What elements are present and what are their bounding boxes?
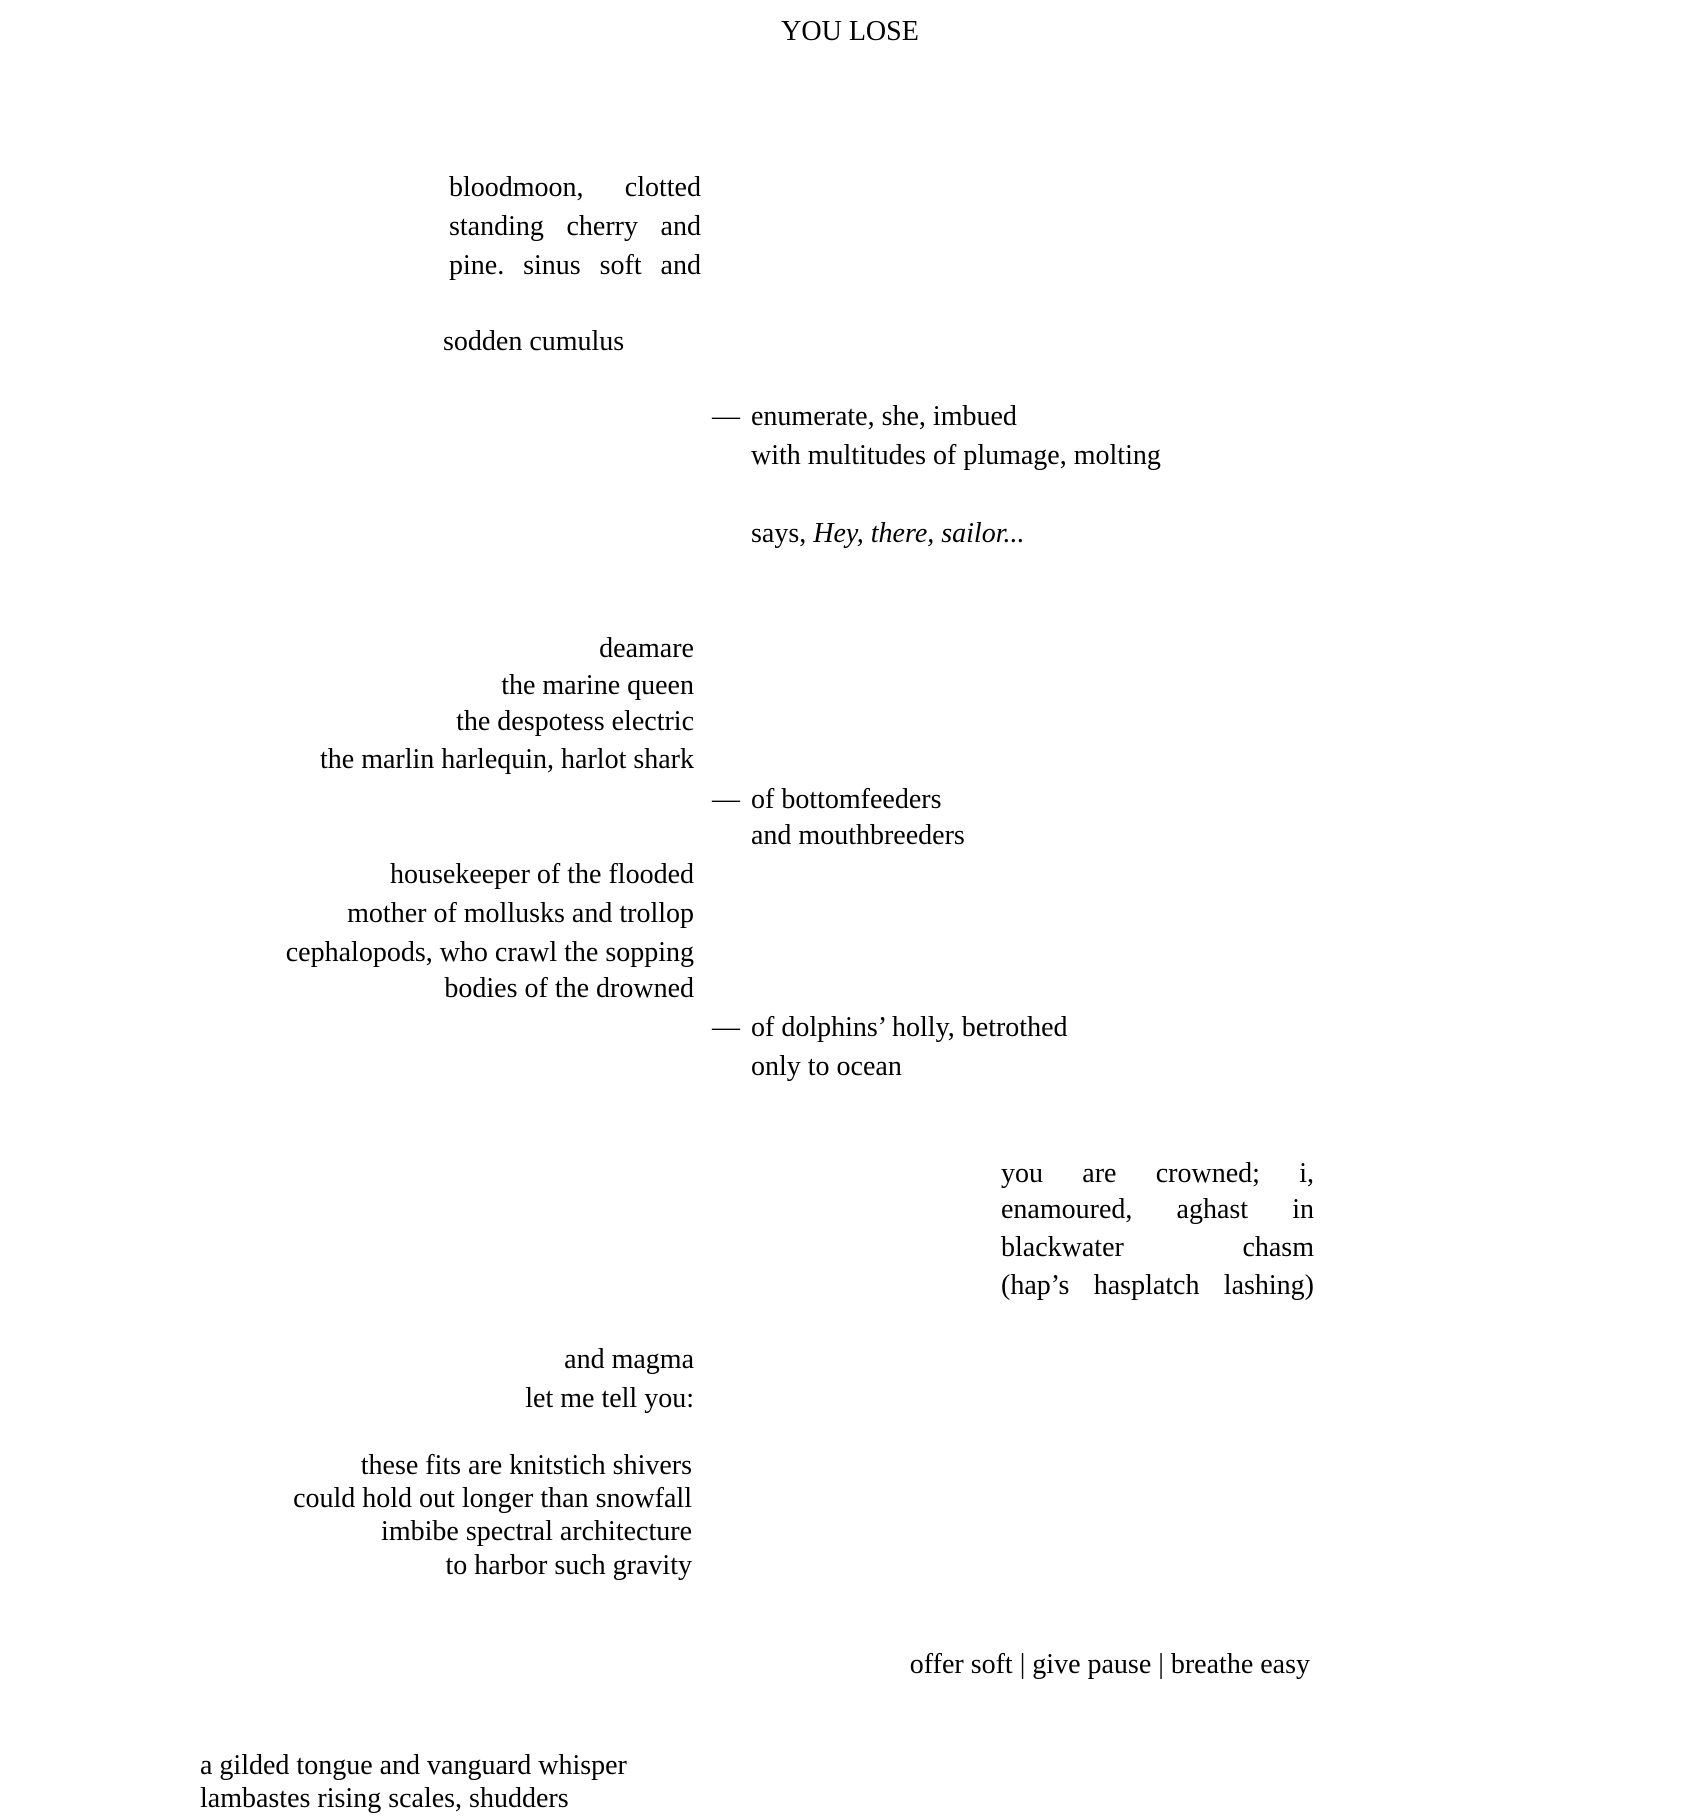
- poem-line: offer soft | give pause | breathe easy: [909, 1649, 1310, 1680]
- poem-line: these fits are knitstich shivers: [360, 1450, 692, 1481]
- poem-line: bodies of the drowned: [444, 973, 694, 1004]
- poem-line-says: [751, 520, 1025, 548]
- poem-line: lambastes rising scales, shudders: [200, 1783, 569, 1814]
- poem-line: deamare: [599, 633, 694, 664]
- poem-line: standing cherry and: [449, 211, 701, 242]
- em-dash: —: [712, 1012, 740, 1043]
- poem-line: blackwater chasm: [1001, 1232, 1314, 1263]
- says-prefix: says,: [751, 518, 807, 549]
- poem-line: of dolphins’ holly, betrothed: [751, 1012, 1068, 1043]
- poem-line: cephalopods, who crawl the sopping: [285, 937, 694, 968]
- poem-line: enumerate, she, imbued: [751, 401, 1017, 432]
- poem-line: sodden cumulus: [443, 326, 625, 357]
- poem-line: pine. sinus soft and: [449, 250, 701, 281]
- em-dash: —: [712, 401, 740, 432]
- poem-line: a gilded tongue and vanguard whisper: [200, 1750, 627, 1781]
- poem-line: you are crowned; i,: [1001, 1158, 1314, 1189]
- em-dash: —: [712, 784, 740, 815]
- poem-line: mother of mollusks and trollop: [347, 898, 694, 929]
- poem-line: the despotess electric: [456, 706, 694, 737]
- poem-title: YOU LOSE: [781, 16, 919, 47]
- poem-line: imbibe spectral architecture: [381, 1516, 692, 1547]
- poem-line: to harbor such gravity: [445, 1550, 692, 1581]
- poem-line: the marine queen: [501, 670, 694, 701]
- poem-line: let me tell you:: [525, 1383, 694, 1414]
- poem-line: only to ocean: [751, 1051, 902, 1082]
- poem-line: bloodmoon, clotted: [449, 172, 701, 203]
- poem-line: enamoured, aghast in: [1001, 1194, 1314, 1225]
- poem-line: housekeeper of the flooded: [390, 859, 694, 890]
- poem-line: with multitudes of plumage, molting: [751, 440, 1161, 471]
- poem-line: and mouthbreeders: [751, 820, 965, 851]
- says-quote: Hey, there, sailor...: [813, 518, 1025, 549]
- poem-line: of bottomfeeders: [751, 784, 942, 815]
- poem-line: (hap’s hasplatch lashing): [1001, 1270, 1314, 1301]
- poem-line: the marlin harlequin, harlot shark: [320, 744, 694, 775]
- poem-line: could hold out longer than snowfall: [293, 1483, 692, 1514]
- poem-line: and magma: [564, 1344, 694, 1375]
